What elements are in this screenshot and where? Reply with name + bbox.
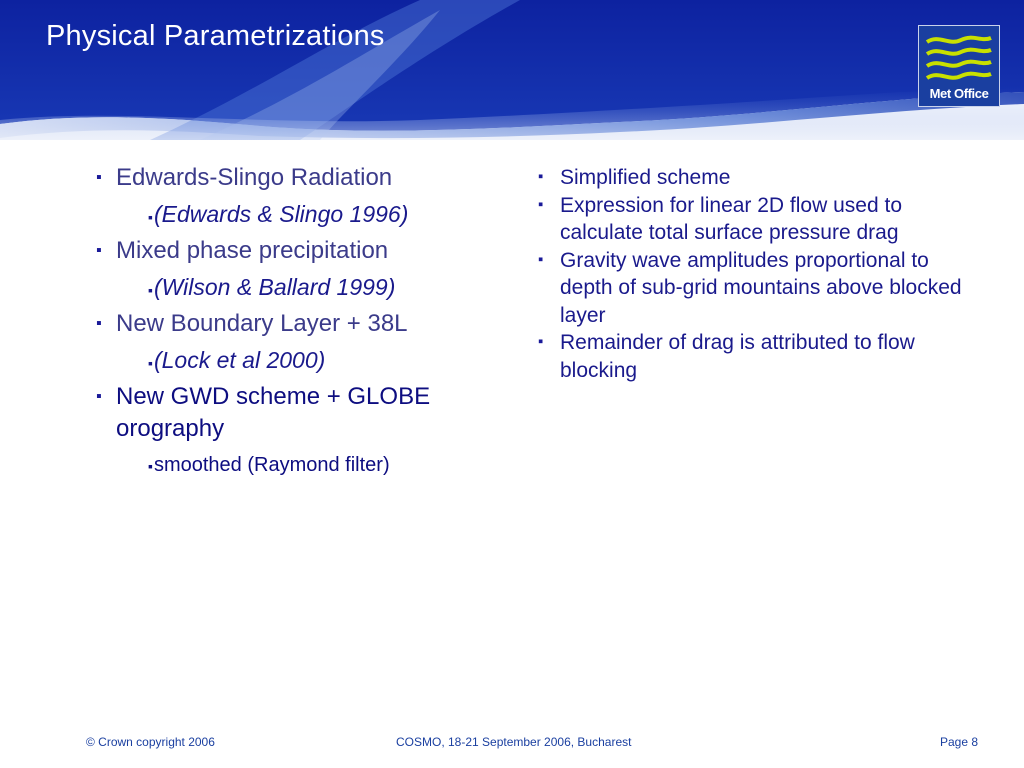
square-bullet-icon: ▪ [148, 355, 153, 371]
footer-page-number: Page 8 [940, 735, 979, 749]
bullet-item: ▪ Remainder of drag is attributed to flow blocking [538, 329, 968, 384]
sub-bullet-item [96, 199, 516, 232]
right-bullet-list [538, 164, 968, 384]
wave-icon [925, 32, 993, 82]
bullet-item: ▪ Expression for linear 2D flow used to calculate total surface pressure drag [538, 192, 968, 247]
square-bullet-icon: ▪ [148, 282, 153, 298]
sub-bullet-text: (Lock et al 2000) [153, 347, 326, 373]
sub-bullet-text: smoothed (Raymond filter) [153, 454, 390, 476]
sub-bullet-item [96, 345, 516, 378]
logo-text: Met Office [929, 86, 989, 101]
bullet-item: ▪ Mixed phase precipitation [96, 235, 516, 267]
square-bullet-icon: ▪ [148, 458, 153, 474]
left-bullet-list [96, 162, 516, 484]
footer-event: COSMO, 18-21 September 2006, Bucharest [396, 735, 632, 749]
bullet-item: ▪ Edwards-Slingo Radiation [96, 162, 516, 194]
bullet-item: ▪ New Boundary Layer + 38L [96, 308, 516, 340]
bullet-item: ▪ Gravity wave amplitudes proportional to depth of sub-grid mountains above blocked layer [538, 247, 968, 330]
square-bullet-icon: ▪ [148, 209, 153, 225]
sub-bullet-item [96, 272, 516, 305]
bullet-item: ▪ Simplified scheme [538, 164, 968, 192]
sub-bullet-item [96, 450, 516, 481]
sub-bullet-text: (Edwards & Slingo 1996) [153, 201, 409, 227]
slide-title: Physical Parametrizations [46, 20, 385, 52]
met-office-logo [918, 25, 1000, 107]
sub-bullet-text: (Wilson & Ballard 1999) [153, 274, 396, 300]
bullet-item: ▪ New GWD scheme + GLOBE orography [96, 381, 516, 445]
footer-copyright: © Crown copyright 2006 [86, 735, 215, 749]
